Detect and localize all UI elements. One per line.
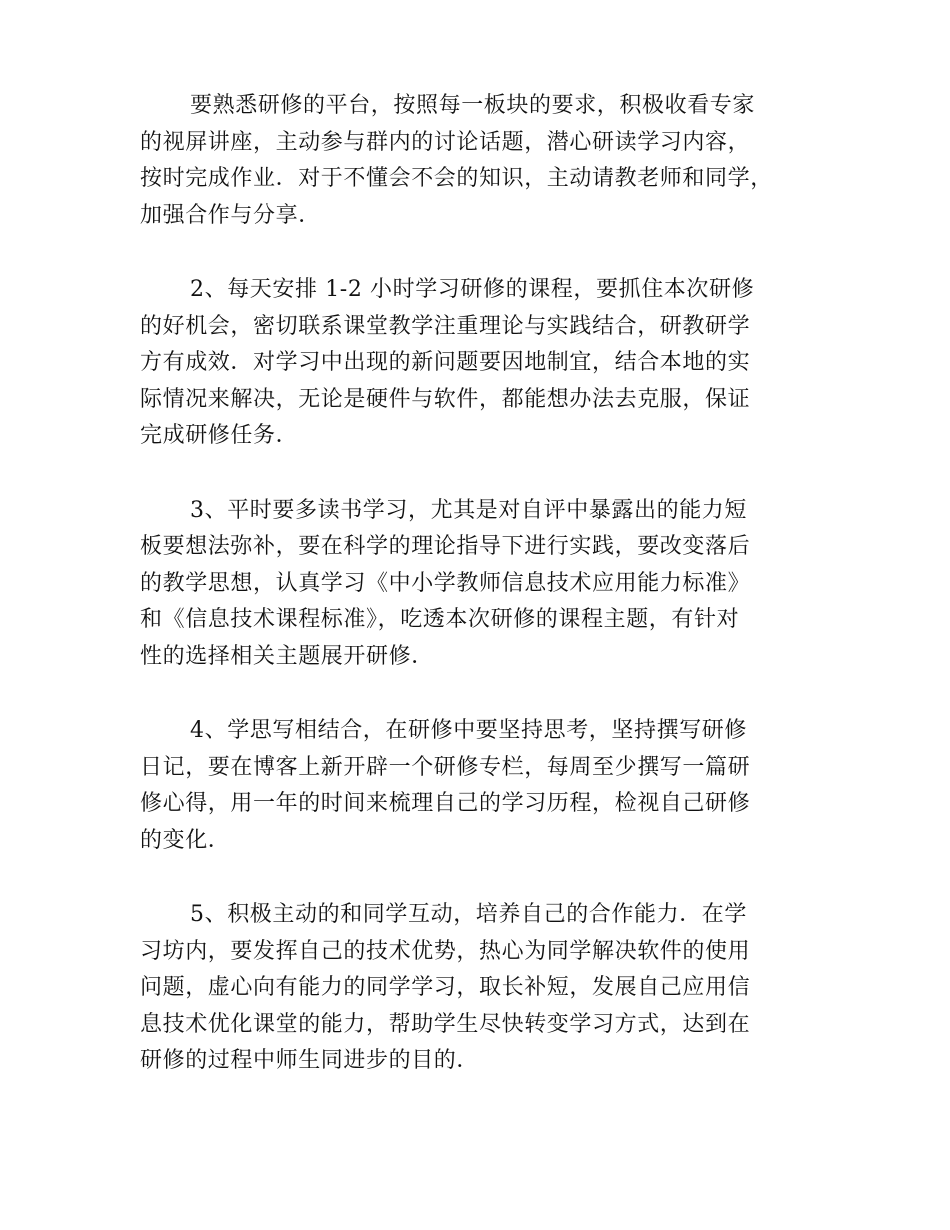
paragraph-line: 的视屏讲座，主动参与群内的讨论话题，潜心研读学习内容，: [140, 129, 751, 155]
paragraph-line: 日记，要在博客上新开辟一个研修专栏，每周至少撰写一篇研: [140, 754, 751, 780]
paragraph-item-4: [140, 713, 812, 859]
document-body: [140, 88, 812, 1118]
paragraph-line: 息技术优化课堂的能力，帮助学生尽快转变学习方式，达到在: [140, 1011, 751, 1037]
paragraph-line: 的教学思想，认真学习《中小学教师信息技术应用能力标准》: [140, 570, 751, 596]
paragraph-line: 际情况来解决，无论是硬件与软件，都能想办法去克服，保证: [140, 386, 751, 412]
paragraph-line: 方有成效．对学习中出现的新问题要因地制宜，结合本地的实: [140, 350, 751, 375]
paragraph-line: 3、平时要多读书学习，尤其是对自评中暴露出的能力短: [190, 497, 747, 523]
paragraph-line: 的变化．: [140, 827, 231, 853]
paragraph-line: 性的选择相关主题展开研修．: [140, 643, 434, 669]
paragraph-item-5: [140, 897, 812, 1080]
paragraph-line: 加强合作与分享．: [140, 202, 321, 228]
paragraph-line: 板要想法弥补，要在科学的理论指导下进行实践，要改变落后: [140, 534, 751, 559]
paragraph-line: 5、积极主动的和同学互动，培养自己的合作能力．在学: [190, 902, 747, 927]
paragraph-line: 研修的过程中师生同进步的目的．: [140, 1048, 480, 1073]
paragraph-line: 问题，虚心向有能力的同学学习，取长补短，发展自己应用信: [140, 975, 751, 1000]
paragraph-line: 4、学思写相结合，在研修中要坚持思考，坚持撰写研修: [190, 718, 747, 743]
paragraph-line: 修心得，用一年的时间来梳理自己的学习历程，检视自己研修: [140, 791, 751, 816]
paragraph-line: 习坊内，要发挥自己的技术优势，热心为同学解决软件的使用: [140, 938, 751, 964]
paragraph-line: 和《信息技术课程标准》，吃透本次研修的课程主题，有针对: [140, 607, 740, 632]
paragraph-line: 完成研修任务．: [140, 423, 299, 448]
paragraph-line: 的好机会，密切联系课堂教学注重理论与实践结合，研教研学: [140, 313, 751, 339]
paragraph-line: 2、每天安排 1-2 小时学习研修的课程，要抓住本次研修: [190, 277, 755, 302]
paragraph-line: 按时完成作业．对于不懂会不会的知识，主动请教老师和同学，: [140, 166, 773, 191]
paragraph-platform: [140, 88, 812, 234]
paragraph-item-3: [140, 493, 812, 676]
paragraph-line: 要熟悉研修的平台，按照每一板块的要求，积极收看专家: [190, 93, 756, 118]
paragraph-item-2: [140, 272, 812, 455]
